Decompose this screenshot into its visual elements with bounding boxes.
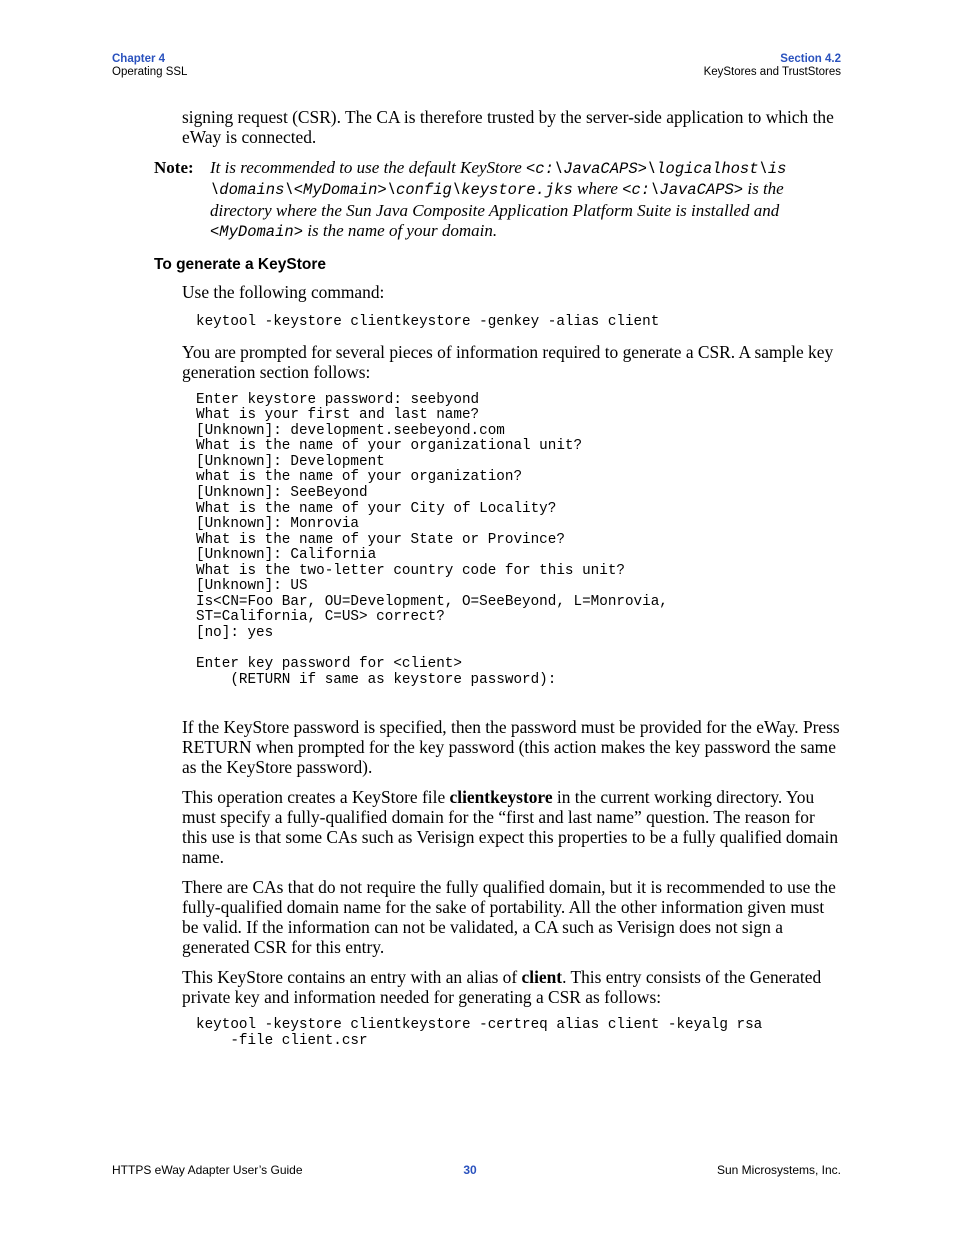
genkey-command: keytool -keystore clientkeystore -genkey -alias client <box>196 314 660 331</box>
section-number: Section 4.2 <box>780 53 841 65</box>
operation-text: in the current working directory. You must specify a fully-qualified domain for the “first and last name” question. The reason for this use is that some CAs such as Verisign expect this properties to be a fully qualified domain name. <box>182 787 839 868</box>
footer-guide-title: HTTPS eWay Adapter User’s Guide <box>112 1163 303 1177</box>
operation-paragraph <box>182 787 842 867</box>
entry-text: This KeyStore contains an entry with an alias of <box>182 967 522 988</box>
certreq-command: keytool -keystore clientkeystore -certreq alias client -keyalg rsa -file client.csr <box>196 1017 763 1049</box>
running-header-right <box>704 53 841 79</box>
javacaps-path: <c:\JavaCAPS> <box>622 181 744 200</box>
section-title: KeyStores and TrustStores <box>703 66 841 78</box>
prompted-paragraph: You are prompted for several pieces of information required to generate a CSR. A sample key generation section follows: <box>182 341 834 382</box>
entry-paragraph <box>182 967 842 1007</box>
page-number: 30 <box>463 1163 477 1177</box>
chapter-number: Chapter 4 <box>112 53 166 65</box>
note-text-part: is the name of your domain. <box>303 220 498 240</box>
intro-paragraph: signing request (CSR). The CA is therefore trusted by the server-side application to which the eWay is connected. <box>182 107 834 147</box>
key-generation-sample: Enter keystore password: seebyond What is your first and last name? [Unknown]: development.seebeyond.com What is the name of your organizational unit? [Unknown]: Development what is the name of your organization? [Unknown]: SeeBeyond What is the name of your City of Locality? [Unknown]: Monrovia What is the name of your State or Province? [Unknown]: California What is the two-letter country code for this unit? [Unknown]: US Is<CN=Foo Bar, OU=Development, O=SeeBeyond, L=Monrovia, ST=California, C=US> correct? [no]: yes Enter key password for <client> (RETURN if same as keystore password): <box>196 391 668 688</box>
footer-company: Sun Microsystems, Inc. <box>716 1163 841 1177</box>
operation-text: This operation creates a KeyStore file <box>182 787 450 808</box>
note-text <box>210 158 795 242</box>
note-text-part: is the directory where the Sun Java Composite Application Platform Suite is installed and <box>210 179 784 220</box>
clientkeystore-term: clientkeystore <box>449 787 553 808</box>
keystore-path: <c:\JavaCAPS>\logicalhost\is\domains\<MyDomain>\config\keystore.jks <box>210 160 787 200</box>
mydomain-token: <MyDomain> <box>210 222 304 241</box>
note-text-part: It is recommended to use the default KeyStore <box>210 158 526 177</box>
password-paragraph: If the KeyStore password is specified, then the password must be provided for the eWay. Press RETURN when prompted for the key password (this action makes the key password the same as the KeyStore password). <box>182 717 840 778</box>
running-header-left <box>112 53 187 79</box>
use-command-text: Use the following command: <box>182 282 385 303</box>
entry-text: . This entry consists of the Generated private key and information needed for generating a CSR as follows: <box>182 967 822 1008</box>
procedure-heading: To generate a KeyStore <box>154 256 326 274</box>
note-block <box>154 158 842 242</box>
note-label: Note: <box>154 158 194 177</box>
note-text-part: where <box>572 179 623 199</box>
chapter-title: Operating SSL <box>112 66 188 78</box>
cas-paragraph: There are CAs that do not require the fully qualified domain, but it is recommended to use the fully-qualified domain name for the sake of portability. All the other information given must be valid. If the information can not be validated, a CA such as Verisign does not sign a generated CSR for this entry. <box>182 877 836 958</box>
client-term: client <box>521 967 563 988</box>
page-body <box>154 107 842 1049</box>
